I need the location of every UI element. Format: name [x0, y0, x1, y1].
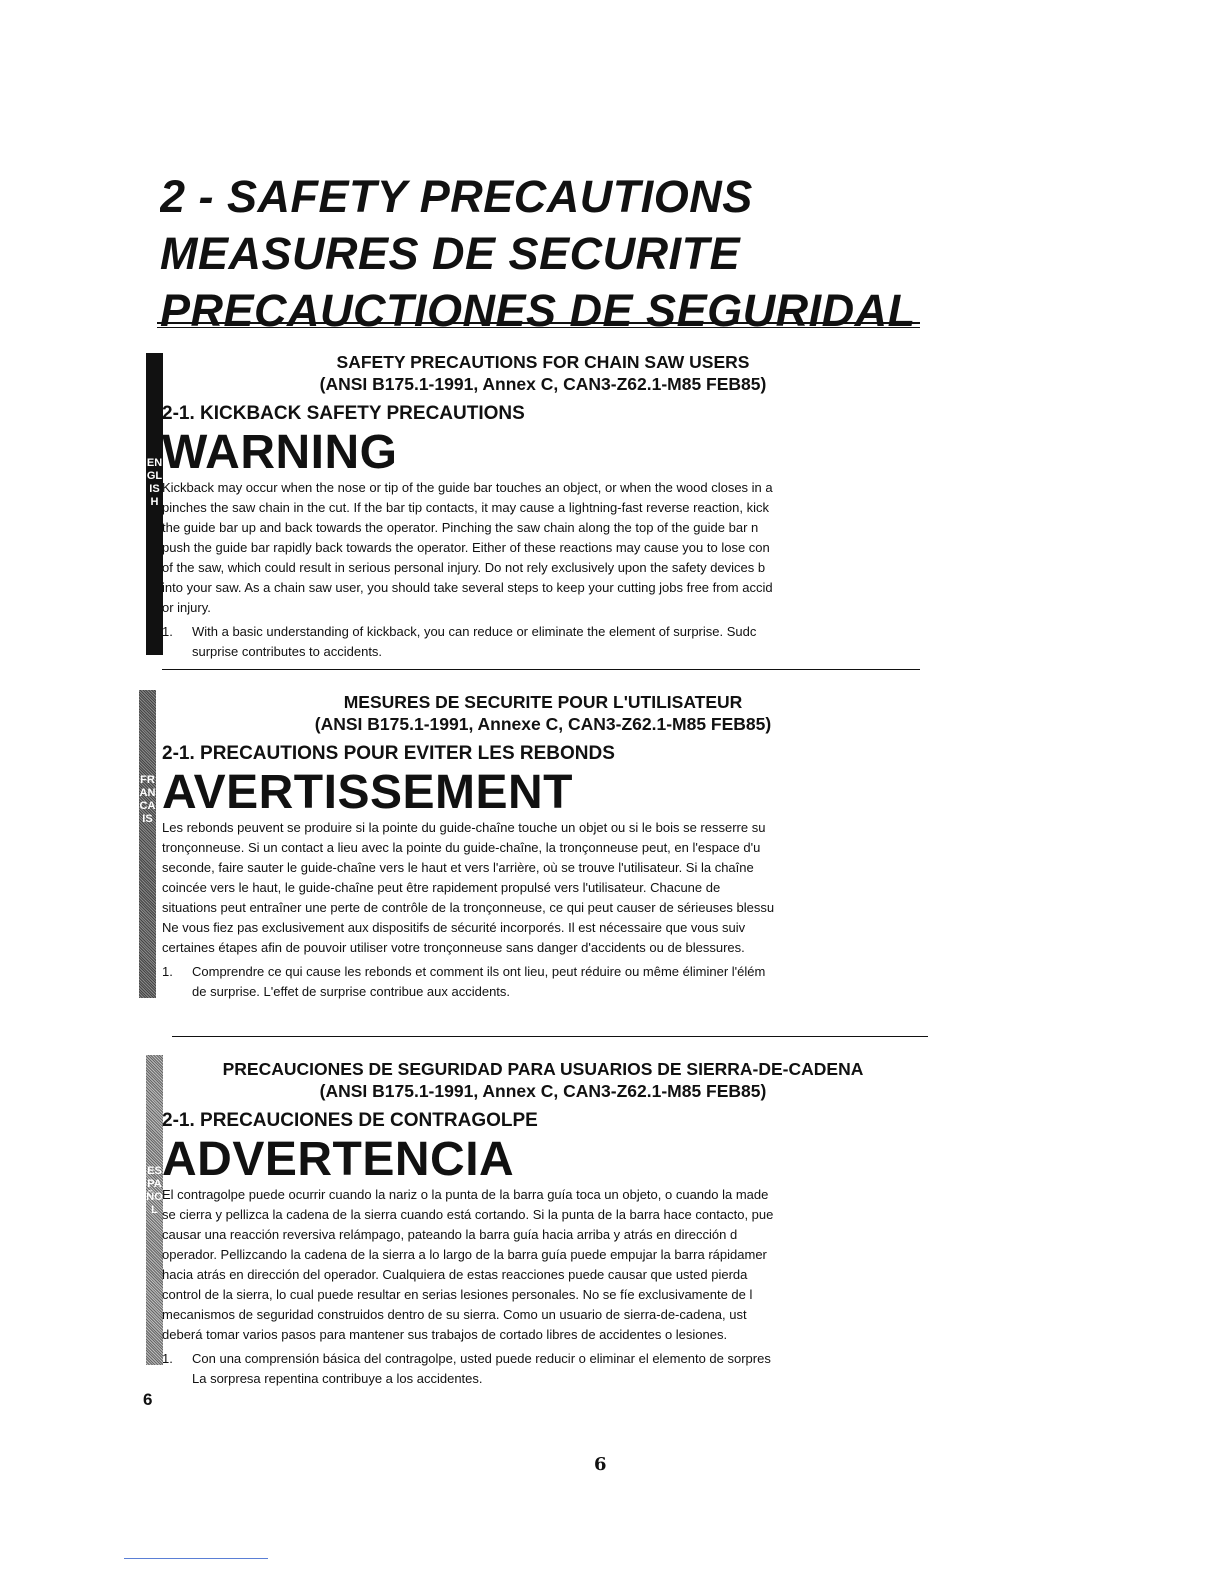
title-spanish: PRECAUCTIONES DE SEGURIDAL: [160, 285, 916, 336]
french-standard: (ANSI B175.1-1991, Annexe C, CAN3-Z62.1-M85 FEB85): [314, 714, 772, 734]
spanish-list-item: [162, 1349, 924, 1389]
spanish-body-line: operador. Pellizcando la cadena de la sierra a lo largo de la barra guía puede empujar la barra rápidamer: [162, 1247, 767, 1262]
spanish-subheading: 2-1. PRECAUCIONES DE CONTRAGOLPE: [162, 1110, 538, 1131]
french-side-tab: [139, 690, 156, 998]
french-item-line: Comprendre ce qui cause les rebonds et comment ils ont lieu, peut réduire ou même éliminer l'élém: [192, 964, 766, 979]
spanish-body-line: se cierra y pellizca la cadena de la sierra cuando está cortando. Si la punta de la barra hace contacto, pue: [162, 1207, 774, 1222]
english-section: [162, 351, 924, 662]
french-warning-word: AVERTISSEMENT: [162, 766, 573, 819]
french-list-item: [162, 962, 924, 1002]
spanish-body-line: hacia atrás en dirección del operador. Cualquiera de estas reacciones puede causar que usted pierda: [162, 1267, 748, 1282]
spanish-standard: (ANSI B175.1-1991, Annex C, CAN3-Z62.1-M85 FEB85): [319, 1081, 767, 1101]
french-body-line: seconde, faire sauter le guide-chaîne vers le haut et vers l'arrière, où se trouve l'utilisateur. Si la chaîne: [162, 860, 754, 875]
english-item-line: With a basic understanding of kickback, you can reduce or eliminate the element of surprise. Sudc: [192, 624, 757, 639]
french-body-line: situations peut entraîner une perte de contrôle de la tronçonneuse, ce qui peut causer de sérieuses blessu: [162, 900, 775, 915]
english-standard: (ANSI B175.1-1991, Annex C, CAN3-Z62.1-M85 FEB85): [319, 374, 767, 394]
section-divider: [162, 669, 920, 670]
french-item-number: 1.: [162, 964, 173, 979]
spanish-body-line: causar una reacción reversiva relámpago, pateando la barra guía hacia arriba y atrás en dirección d: [162, 1227, 738, 1242]
spanish-body: [162, 1185, 924, 1345]
spanish-item-line: Con una comprensión básica del contragolpe, usted puede reducir o eliminar el elemento de sorpres: [192, 1351, 771, 1366]
section-divider: [172, 1036, 928, 1037]
english-subheading: 2-1. KICKBACK SAFETY PRECAUTIONS: [162, 403, 525, 424]
french-subheading: 2-1. PRECAUTIONS POUR EVITER LES REBONDS: [162, 743, 615, 764]
english-body-line: the guide bar up and back towards the operator. Pinching the saw chain along the top of the guide bar n: [162, 520, 759, 535]
french-body-line: tronçonneuse. Si un contact a lieu avec la pointe du guide-chaîne, la tronçonneuse peut, en l'espace d'u: [162, 840, 761, 855]
english-body: [162, 478, 924, 618]
english-item-number: 1.: [162, 624, 173, 639]
french-body-line: coincée vers le haut, le guide-chaîne peut être rapidement propulsé vers l'utilisateur. Chacune de: [162, 880, 721, 895]
title-underline-thin: [157, 327, 920, 328]
english-body-line: of the saw, which could result in serious personal injury. Do not rely exclusively upon the safety devices b: [162, 560, 766, 575]
english-item-line: surprise contributes to accidents.: [192, 644, 383, 659]
spanish-body-line: control de la sierra, lo cual puede resultar en serias lesiones personales. No se fíe exclusivamente de l: [162, 1287, 753, 1302]
spanish-side-label: ESPAÑOL: [146, 1165, 163, 1216]
french-section: [162, 691, 924, 1002]
french-body-line: Ne vous fiez pas exclusivement aux dispositifs de sécurité incorporés. Il est nécessaire que vous suiv: [162, 920, 746, 935]
english-body-line: pinches the saw chain in the cut. If the bar tip contacts, it may cause a lightning-fast reverse reaction, kick: [162, 500, 769, 515]
spanish-body-line: El contragolpe puede ocurrir cuando la nariz o la punta de la barra guía toca un objeto, o cuando la made: [162, 1187, 769, 1202]
spanish-warning-word: ADVERTENCIA: [162, 1133, 515, 1186]
spanish-item-line: La sorpresa repentina contribuye a los accidentes.: [192, 1371, 483, 1386]
footer-rule: [124, 1558, 268, 1559]
english-body-line: push the guide bar rapidly back towards the operator. Either of these reactions may cause you to lose con: [162, 540, 770, 555]
page-number: 6: [143, 1390, 153, 1409]
spanish-side-tab: [146, 1055, 163, 1365]
english-list-item: [162, 622, 924, 662]
title-underline: [157, 322, 920, 324]
french-body-line: certaines étapes afin de pouvoir utiliser votre tronçonneuse sans danger d'accidents ou de blessures.: [162, 940, 745, 955]
french-side-label: FRANCAIS: [139, 774, 156, 825]
french-body-line: Les rebonds peuvent se produire si la pointe du guide-chaîne touche un objet ou si le bois se resserre su: [162, 820, 766, 835]
french-item-line: de surprise. L'effet de surprise contribue aux accidents.: [192, 984, 511, 999]
english-body-line: or injury.: [162, 600, 211, 615]
english-side-tab: [146, 353, 163, 655]
english-warning-word: WARNING: [162, 426, 398, 479]
english-heading: SAFETY PRECAUTIONS FOR CHAIN SAW USERS: [336, 352, 750, 372]
french-heading: MESURES DE SECURITE POUR L'UTILISATEUR: [343, 692, 743, 712]
french-body: [162, 818, 924, 958]
spanish-section: [162, 1058, 924, 1389]
english-side-label: ENGLISH: [146, 457, 163, 508]
english-body-line: Kickback may occur when the nose or tip of the guide bar touches an object, or when the wood closes in a: [162, 480, 773, 495]
english-body-line: into your saw. As a chain saw user, you should take several steps to keep your cutting jobs free from accid: [162, 580, 773, 595]
handwritten-page-number: 6: [594, 1454, 607, 1475]
spanish-body-line: deberá tomar varios pasos para mantener sus trabajos de cortado libres de accidentes o lesiones.: [162, 1327, 728, 1342]
title-english: 2 - SAFETY PRECAUTIONS: [160, 171, 753, 222]
spanish-heading: PRECAUCIONES DE SEGURIDAD PARA USUARIOS DE SIERRA-DE-CADENA: [222, 1059, 864, 1079]
page-title-block: [160, 168, 930, 339]
spanish-body-line: mecanismos de seguridad construidos dentro de su sierra. Como un usuario de sierra-de-cadena, ust: [162, 1307, 747, 1322]
title-french: MEASURES DE SECURITE: [160, 228, 741, 279]
spanish-item-number: 1.: [162, 1351, 173, 1366]
